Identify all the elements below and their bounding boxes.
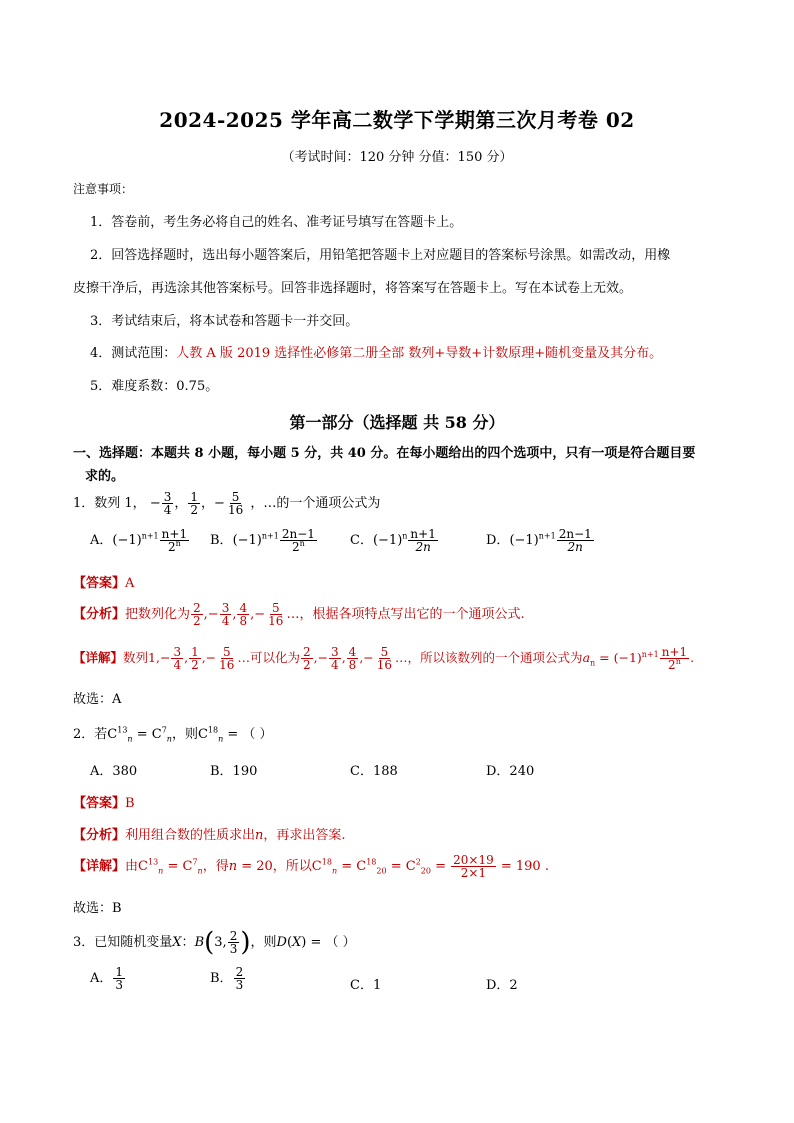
q1-conclusion [73, 688, 121, 707]
q1-stem-suffix: ，…的一个通项公式为 [250, 496, 381, 511]
q2-stem-suffix: = （ ） [223, 727, 273, 742]
q1-detail-text: 数列 [123, 650, 149, 665]
notice-item-2-line-2: 皮擦干净后，再选涂其他答案标号。回答非选择题时，将答案写在答题卡上。写在本试卷上无效。 [73, 281, 633, 296]
q2-analysis-text: 利用组合数的性质求出 [125, 828, 256, 843]
q2-detail: 【详解】由$C^{13}_n = C^7_n$，得n = 20，所以$C^{18}_n = C^{18}_{20} = C^2_{20}$ = $\frac{20\times 19}{2\times 1}$ = 190 . [73, 853, 549, 880]
q1-option-d[interactable]: D．$(-1)^{n+1}$ $\frac{2n-1}{2n}$ [486, 527, 592, 554]
notice-heading: 注意事项： [73, 182, 134, 196]
notice-item-1: 1．答卷前，考生务必将自己的姓名、准考证号填写在答题卡上。 [90, 215, 463, 230]
exam-meta: （考试时间：120 分钟 分值：150 分） [281, 150, 513, 165]
q2-answer [73, 792, 135, 811]
q3-option-b[interactable]: B． $\frac{2}{3}$ [210, 965, 244, 992]
q2-detail-text: 由 [125, 859, 139, 874]
section-title: 第一部分（选择题 共 58 分） [289, 413, 505, 432]
q2-option-c[interactable]: C．188 [350, 764, 398, 779]
q1-option-a[interactable]: A．$(-1)^{n+1}$ $\frac{n+1}{2^n}$ [90, 527, 188, 554]
q2-stem: 2．若$C^{13}_n = C^7_n$，则$C^{18}_n$ = （ ） [73, 725, 273, 744]
q1-answer-value: A [125, 576, 135, 591]
q1-detail-mid-2: …，所以该数列的一个通项公式为 [395, 650, 583, 665]
q1-option-a-label: A． [90, 533, 113, 548]
notice-item-4 [90, 342, 662, 361]
notice-item-3: 3．考试结束后，将本试卷和答题卡一并交回。 [90, 314, 359, 329]
q2-analysis-suffix: ，再求出答案. [263, 828, 346, 843]
test-range: 人教 A 版 2019 选择性必修第二册全部 数列+导数+计数原理+随机变量及其分布。 [176, 346, 663, 361]
notice-item-4-prefix: 4．测试范围： [90, 346, 177, 361]
q3-stem: 3．已知随机变量X：B(3, $\frac{2}{3}$ )，则D(X) = （ ） [73, 927, 356, 958]
q1-analysis-text: 把数列化为 [125, 607, 191, 622]
q3-option-c[interactable]: C．1 [350, 978, 382, 993]
q1-answer [73, 572, 134, 591]
q2-stem-mid: ，则 [171, 727, 198, 742]
section-intro-line-2: 求的。 [85, 469, 125, 484]
q2-answer-tag: 【答案】 [73, 796, 126, 811]
notice-item-2-line-1: 2．回答选择题时，选出每小题答案后，用铅笔把答题卡上对应题目的答案标号涂黑。如需改动，用橡 [90, 248, 671, 263]
q1-conclusion-text: 故选：A [73, 692, 122, 707]
q2-detail-mid-2: ，所以 [272, 859, 312, 874]
q3-option-a[interactable]: A． $\frac{1}{3}$ [90, 965, 124, 992]
q1-option-b[interactable]: B．$(-1)^{n+1}$ $\frac{2n-1}{2^n}$ [210, 527, 315, 554]
q3-option-a-label: A． [90, 971, 113, 986]
q1-option-d-label: D． [486, 533, 510, 548]
q3-stem-prefix: 3．已知随机变量 [73, 935, 173, 950]
q1-sequence: − $\frac{3}{4}$ ， $\frac{1}{2}$ ，− $\frac{5}{16}$ [149, 490, 244, 517]
q1-answer-tag: 【答案】 [73, 576, 126, 591]
q2-detail-tag: 【详解】 [73, 859, 126, 874]
q2-detail-mid-1: ，得 [202, 859, 229, 874]
page-title: 2024-2025 学年高二数学下学期第三次月考卷 02 [159, 108, 635, 132]
q1-detail: 【详解】数列1,− $\frac{3}{4}$ , $\frac{1}{2}$ ,− $\frac{5}{16}$ …可以化为 $\frac{2}{2}$ ,− $\frac{3}{4}$ , $\frac{4}{8}$ ,− $\frac{5}{16}$ …，所以该数列的一个通项公式为$a_n = (-1)^{n+1}$ $\frac{n+1}{2^n}$ . [73, 645, 695, 672]
q2-analysis: 【分析】利用组合数的性质求出n，再求出答案. [73, 828, 346, 843]
q2-option-a[interactable]: A．380 [90, 764, 138, 779]
q1-option-b-label: B． [210, 533, 233, 548]
q2-conclusion-text: 故选：B [73, 901, 122, 916]
section-intro-line-1: 一、选择题：本题共 8 小题，每小题 5 分，共 40 分。在每小题给出的四个选项中，只有一项是符合题目要 [73, 446, 696, 461]
q2-stem-prefix: 2．若 [73, 727, 108, 742]
notice-item-5: 5．难度系数：0.75。 [90, 379, 219, 394]
q2-detail-end: = 190 . [496, 859, 549, 874]
q1-detail-tag: 【详解】 [73, 650, 124, 665]
q1-stem [73, 490, 380, 518]
q2-option-d[interactable]: D．240 [486, 764, 535, 779]
q1-option-c-label: C． [350, 533, 373, 548]
q2-conclusion [73, 897, 122, 916]
q3-option-d[interactable]: D．2 [486, 978, 518, 993]
q1-analysis-suffix: …，根据各项特点写出它的一个通项公式. [286, 607, 525, 622]
q1-option-c[interactable]: C．$(-1)^n$ $\frac{n+1}{2n}$ [350, 527, 436, 554]
q3-option-b-label: B． [210, 971, 233, 986]
q2-analysis-tag: 【分析】 [73, 828, 126, 843]
q1-stem-prefix: 1．数列 1， [73, 496, 146, 511]
q1-detail-mid-1: …可以化为 [237, 650, 300, 665]
q1-analysis-tag: 【分析】 [73, 607, 126, 622]
q2-answer-value: B [125, 796, 135, 811]
q3-stem-mid: ，则 [250, 935, 277, 950]
q2-option-b[interactable]: B．190 [210, 764, 258, 779]
q1-analysis: 【分析】把数列化为 $\frac{2}{2}$ ,− $\frac{3}{4}$ , $\frac{4}{8}$ ,− $\frac{5}{16}$ …，根据各项特点写出它的一个通项公式. [73, 601, 525, 628]
q3-stem-suffix: = （ ） [306, 935, 356, 950]
